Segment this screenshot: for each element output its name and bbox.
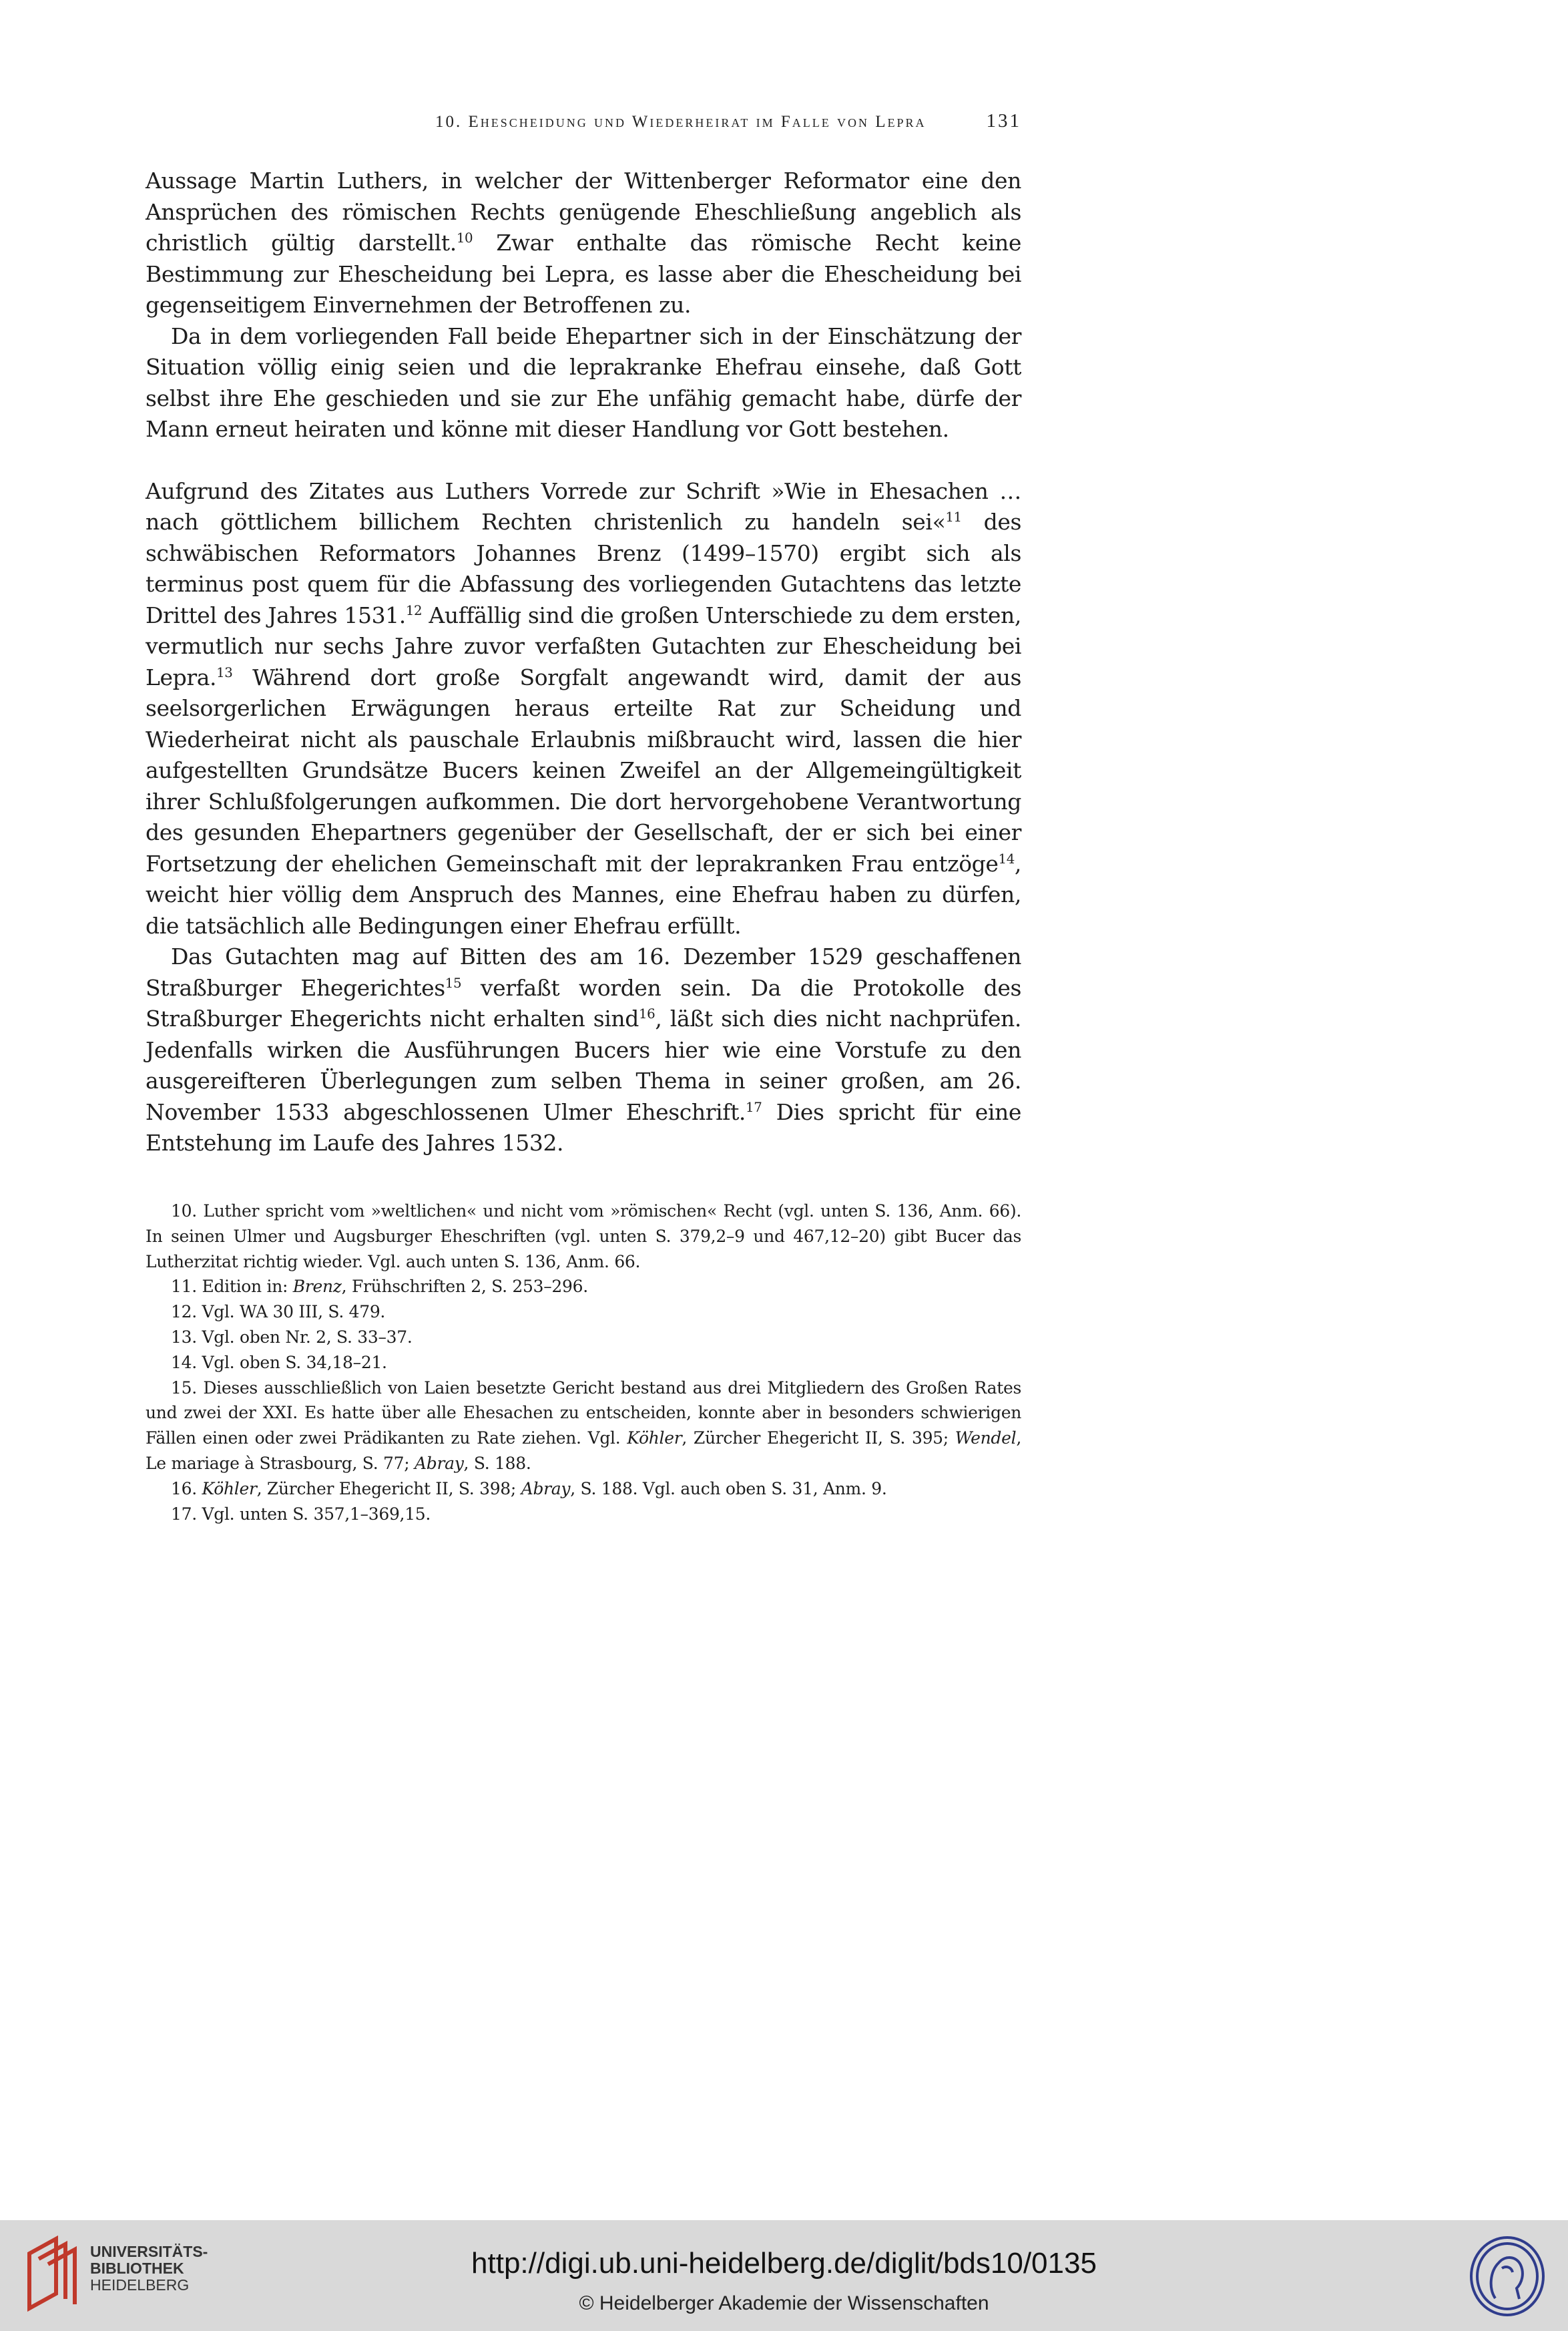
footnote-10: 10. Luther spricht vom »weltlichen« und nicht vom »römischen« Recht (vgl. unten S. 136, Anm. 66). In seinen Ulmer und Augsburger Eheschriften (vgl. unten S. 379,2–9 und 467,12–20) gibt Bucer das Lutherzitat richtig wieder. Vgl. auch unten S. 136, Anm. 66.: [146, 1201, 1021, 1271]
footnote-ref-11[interactable]: 11: [945, 509, 962, 525]
footnotes: [146, 1199, 1021, 1526]
footnote-13: 13. Vgl. oben Nr. 2, S. 33–37.: [171, 1327, 413, 1347]
footnote-16: 16. Köhler, Zürcher Ehegericht II, S. 398; Abray, S. 188. Vgl. auch oben S. 31, Anm. 9.: [171, 1478, 887, 1498]
running-header: [146, 110, 1021, 132]
footnote-ref-12[interactable]: 12: [405, 602, 423, 618]
footnote-ref-17[interactable]: 17: [746, 1099, 762, 1115]
academy-seal-icon: [1469, 2235, 1546, 2318]
footnote-14: 14. Vgl. oben S. 34,18–21.: [171, 1352, 387, 1372]
paragraph-4: Das Gutachten mag auf Bitten des am 16. Dezember 1529 geschaffenen Straßburger Ehegerichtes$^{15}$ verfaßt worden sein. Da die Protokolle des Straßburger Ehegerichts nicht erhalten sind$^{16}$, läßt sich dies nicht nachprüfen. Jedenfalls wirken die Ausführungen Bucers hier wie eine Vorstufe zu den ausgereifteren Überlegungen zum selben Thema in seiner großen, am 26. November 1533 abgeschlossenen Ulmer Eheschrift.$^{17}$ Dies spricht für eine Entstehung im Laufe des Jahres 1532.: [146, 943, 1021, 1156]
footnote-ref-16[interactable]: 16: [639, 1006, 656, 1022]
footnote-17: 17. Vgl. unten S. 357,1–369,15.: [171, 1504, 431, 1524]
copyright-notice: © Heidelberger Akademie der Wissenschaften: [579, 2292, 989, 2314]
library-name: UNIVERSITÄTS- BIBLIOTHEK HEIDELBERG: [90, 2243, 208, 2294]
footnote-15: 15. Dieses ausschließlich von Laien besetzte Gericht bestand aus drei Mitgliedern des Großen Rates und zwei der XXI. Es hatte über alle Ehesachen zu entscheiden, konnte aber in besonders schwierigen Fällen einen oder zwei Prädikanten zu Rate ziehen. Vgl. Köhler, Zürcher Ehegericht II, S. 395; Wendel, Le mariage à Strasbourg, S. 77; Abray, S. 188.: [146, 1378, 1021, 1473]
paragraph-1: Aussage Martin Luthers, in welcher der Wittenberger Reformator eine den Ansprüchen des römischen Rechts genügende Eheschließung angeblich als christlich gültig darstellt.$^{10}$ Zwar enthalte das römische Recht keine Bestimmung zur Ehescheidung bei Lepra, es lasse aber die Ehescheidung bei gegenseitigem Einvernehmen der Betroffenen zu.: [146, 168, 1021, 318]
running-title: 10. Ehescheidung und Wiederheirat im Falle von Lepra: [435, 113, 927, 131]
document-url-link[interactable]: http://digi.ub.uni-heidelberg.de/diglit/bds10/0135: [471, 2247, 1097, 2280]
footnote-11: 11. Edition in: Brenz, Frühschriften 2, S. 253–296.: [171, 1277, 588, 1297]
page-number: 131: [986, 110, 1021, 132]
paragraph-3: Aufgrund des Zitates aus Luthers Vorrede zur Schrift »Wie in Ehesachen … nach göttlichem billichem Rechten christenlich zu handeln sei«$^{11}$ des schwäbischen Reformators Johannes Brenz (1499–1570) ergibt sich als terminus post quem für die Abfassung des vorliegenden Gutachtens das letzte Drittel des Jahres 1531.12 Auffällig sind die großen Unterschiede zu dem ersten, vermutlich nur sechs Jahre zuvor verfaßten Gutachten zur Ehescheidung bei Lepra.$^{13}$ Während dort große Sorgfalt angewandt wird, damit der aus seelsorgerlichen Erwägungen heraus erteilte Rat zur Scheidung und Wiederheirat nicht als pauschale Erlaubnis mißbraucht wird, lassen die hier aufgestellten Grundsätze Bucers keinen Zweifel an der Allgemeingültigkeit ihrer Schlußfolgerungen aufkommen. Die dort hervorgehobene Verantwortung des gesunden Ehepartners gegenüber der Gesellschaft, der er sich bei einer Fortsetzung der ehelichen Gemeinschaft mit der leprakranken Frau entzöge$^{14}$, weicht hier völlig dem Anspruch des Mannes, eine Ehefrau haben zu dürfen, die tatsächlich alle Bedingungen einer Ehefrau erfüllt.: [146, 477, 1021, 939]
footnote-12: 12. Vgl. WA 30 III, S. 479.: [171, 1302, 386, 1322]
footnote-ref-13[interactable]: 13: [216, 664, 233, 680]
footnote-ref-10[interactable]: 10: [456, 230, 473, 246]
footer-bar: [0, 2220, 1568, 2331]
footnote-ref-15[interactable]: 15: [445, 975, 462, 991]
main-text: [146, 166, 1021, 1159]
footnote-ref-14[interactable]: 14: [998, 851, 1015, 867]
paragraph-2: Da in dem vorliegenden Fall beide Ehepartner sich in der Einschätzung der Situation völlig einig seien und die leprakranke Ehefrau einsehe, daß Gott selbst ihre Ehe geschieden und sie zur Ehe unfähig gemacht habe, dürfe der Mann erneut heiraten und könne mit dieser Handlung vor Gott bestehen.: [146, 323, 1021, 442]
